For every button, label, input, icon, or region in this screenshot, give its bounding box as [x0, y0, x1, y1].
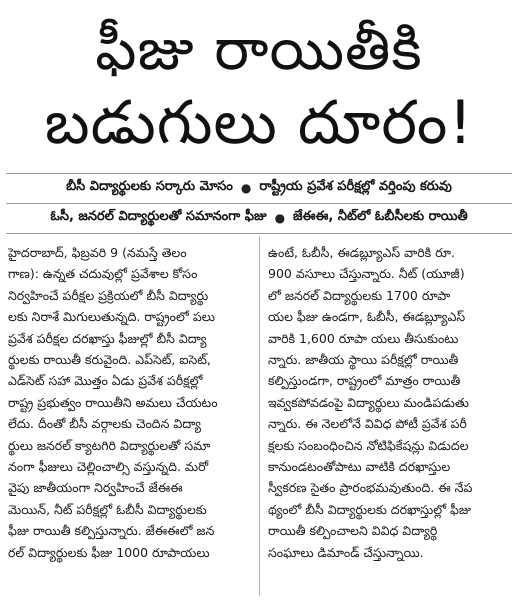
article-line: ఉంటే, ఓబీసీ, ఈడబ్ల్యూఎస్ వారికి రూ.: [268, 245, 455, 260]
article-body: [6, 236, 512, 596]
article-line: వైపు జాతీయంగా నిర్వహించే జేఈఈ: [8, 480, 183, 496]
bullet-dot-icon: ●: [240, 181, 252, 195]
strapline-text: జేఈఈ, నీట్‌లో ఓబీసీలకు రాయితీ: [293, 209, 468, 224]
strapline-text: రాష్ట్రీయ ప్రవేశ పరీక్షల్లో వర్తింపు కరువు: [259, 179, 452, 194]
article-line: ర్థులు జనరల్ క్యాటగిరి విద్యార్థులతో సమా: [8, 437, 211, 453]
article-line: ఎడ్‌సెట్ సహా మొత్తం ఏడు ప్రవేశ పరీక్షల్లో: [8, 373, 203, 389]
article-line: వారికి 1,600 రూపా యలు తీసుకుంటు: [268, 330, 459, 346]
bullet-dot-icon: ●: [274, 211, 286, 225]
article-line: ర్థులకు రాయితీ కరువైంది. ఎప్‌సెట్, ఐసెట్,: [8, 352, 211, 368]
article-line: లో జనరల్ విద్యార్థులకు 1700 రూపా: [268, 287, 451, 303]
headline-line-1: ఫీజు రాయితీకి: [95, 15, 423, 83]
article-line: ఇవ్వకపోవడంపై విద్యార్థులు మండిపడుతు: [268, 394, 469, 410]
article-line: న్నారు. జాతీయ స్థాయి పరీక్షల్లో రాయితీ: [268, 352, 459, 368]
article-line: నిర్వహించే పరీక్షల ప్రక్రియలో బీసీ విద్యార్థు: [8, 287, 209, 303]
divider-bottom: [6, 233, 512, 234]
article-line: 900 వసూలు చేస్తున్నారు. నీట్ (యూజీ): [268, 266, 465, 282]
divider-top: [6, 173, 512, 174]
strapline-row-2: [0, 206, 518, 230]
strapline-row-1: [0, 176, 518, 200]
article-line: రాష్ట్ర ప్రభుత్వం రాయితీని అమలు చేయటం: [8, 394, 218, 410]
article-line: యల ఫీజు ఉండగా, ఓబీసీ, ఈడబ్ల్యూఎస్: [268, 309, 466, 325]
article-line: హైదరాబాద్, ఫిబ్రవరి 9 (నమస్తే తెలం: [8, 245, 187, 260]
article-line: లేదు. దీంతో బీసీ వర్గాలకు చెందిన విద్యా: [8, 416, 201, 432]
divider-middle: [6, 203, 512, 204]
article-line: స్వీకరణ సైతం ప్రారంభమవుతుంది. ఈ నేప: [268, 480, 473, 496]
article-line: ఫీజు రాయితీ కల్పిస్తున్నారు. జేఈఈలో జన: [8, 523, 215, 539]
article-line: ప్రవేశ పరీక్షల దరఖాస్తు ఫీజుల్లో బీసీ విద్యా: [8, 330, 207, 346]
article-line: కానుండటంతోపాటు వాటికి దరఖాస్తుల: [268, 459, 451, 475]
article-line: రాయితీ కల్పించాలని వివిధ విద్యార్థి: [268, 523, 438, 539]
article-line: కల్పిస్తుండగా, రాష్ట్రంలో మాత్రం రాయితీ: [268, 373, 461, 389]
article-line: క్షలకు సంబంధించిన నోటిఫికేషన్లు విడుదల: [268, 437, 469, 453]
headline-line-2: బడుగులు దూరం!: [44, 88, 474, 158]
article-line: లకు నిరాశే మిగులుతున్నది. రాష్ట్రంలో పలు: [8, 309, 215, 325]
article-line: మెయిన్, నీట్ పరీక్షల్లో ఓబీసీ విద్యార్థులకు: [8, 501, 207, 517]
article-column-left: [6, 236, 259, 596]
article-line: నంగా ఫీజులు చెల్లించాల్సి వస్తున్నది. మరో: [8, 459, 209, 475]
article-line: న్నారు. ఈ నెలలోనే వివిధ పోటీ ప్రవేశ పరీ: [268, 416, 467, 432]
article-column-right: [259, 236, 512, 596]
article-line: సంఘాలు డిమాండ్ చేస్తున్నాయి.: [268, 544, 424, 560]
article-line: గాణ): ఉన్నత చదువుల్లో ప్రవేశాల కోసం: [8, 266, 198, 282]
strapline-text: ఓసీ, జనరల్ విద్యార్థులతో సమానంగా ఫీజు: [50, 209, 267, 224]
strapline-text: బీసీ విద్యార్థులకు సర్కారు మోసం: [66, 179, 233, 194]
article-line: రల్ విద్యార్థులకు ఫీజు 1000 రూపాయలు: [8, 544, 210, 560]
article-line: థ్యంలో బీసీ విద్యార్థులకు దరఖాస్తుల్లో ఫీజు: [268, 501, 472, 517]
